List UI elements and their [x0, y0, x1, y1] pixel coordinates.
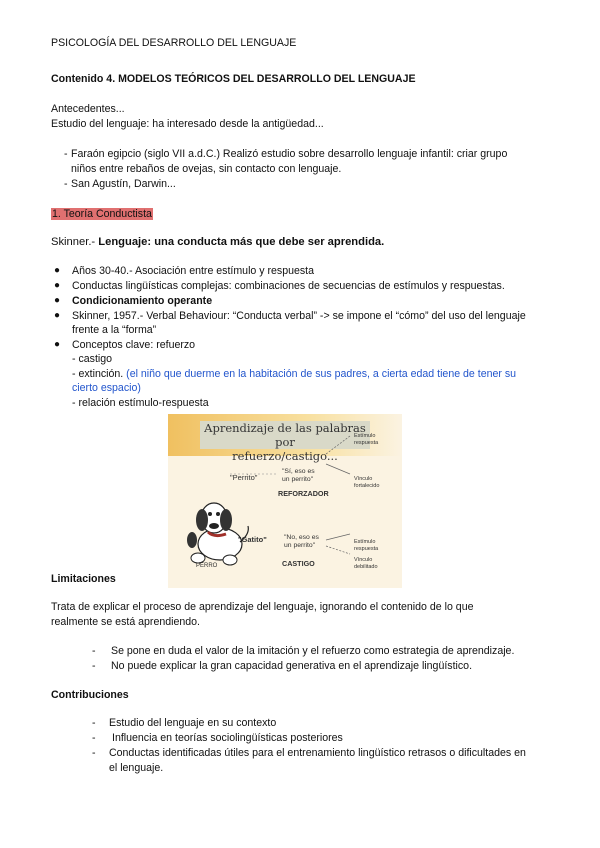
link-label: Vínculo — [354, 476, 373, 482]
list-item: niños entre rebaños de ovejas, sin contacto con lenguaje. — [71, 163, 342, 175]
contributions-heading: Contribuciones — [51, 689, 129, 701]
list-item: Estudio del lenguaje en su contexto — [109, 717, 277, 729]
antecedentes-intro: Estudio del lenguaje: ha interesado desde la antigüedad... — [51, 118, 324, 130]
list-item: Conductas lingüísticas complejas: combinaciones de secuencias de estímulos y respuestas. — [72, 280, 505, 292]
list-item: Faraón egipcio (siglo VII a.d.C.) Realizó estudio sobre desarrollo lenguaje infantil: criar grupo — [71, 148, 508, 160]
list-item: Se pone en duda el valor de la imitación y el refuerzo como estrategia de aprendizaje. — [111, 645, 515, 657]
list-item: frente a la “forma” — [72, 324, 157, 336]
skinner-line — [51, 236, 384, 248]
bullet-icon: ● — [54, 310, 61, 321]
dash: - — [64, 148, 68, 160]
sub-item — [72, 368, 516, 380]
dash: - — [64, 178, 68, 190]
list-item: San Agustín, Darwin... — [71, 178, 176, 190]
stimulus-label: Estímulo — [354, 539, 376, 545]
link-label: Vínculo — [354, 557, 373, 563]
antecedentes-heading: Antecedentes... — [51, 103, 125, 115]
limitations-text: realmente se está aprendiendo. — [51, 616, 201, 628]
list-item: Skinner, 1957.- Verbal Behaviour: “Conducta verbal” -> se impone el “cómo” del uso del lenguaje — [72, 310, 526, 322]
punishment-phrase: un perrito" — [284, 542, 316, 549]
reinforcer-label: REFORZADOR — [278, 489, 329, 498]
dash: - — [92, 660, 96, 672]
list-item: el lenguaje. — [109, 762, 164, 774]
figure-title-line: Aprendizaje de las palabras por — [200, 421, 370, 449]
punishment-label: CASTIGO — [282, 559, 315, 568]
example-note: cierto espacio) — [72, 382, 141, 394]
section-title: Contenido 4. MODELOS TEÓRICOS DEL DESARROLLO DEL LENGUAJE — [51, 73, 416, 85]
list-item: Influencia en teorías sociolingüísticas posteriores — [112, 732, 343, 744]
list-item: Conceptos clave: refuerzo — [72, 339, 196, 351]
dash: - — [92, 747, 96, 759]
punishment-phrase: "No, eso es — [284, 534, 319, 541]
dash: - — [92, 717, 96, 729]
stimulus-label: Estímulo — [354, 433, 376, 439]
list-item: No puede explicar la gran capacidad generativa en el aprendizaje lingüístico. — [111, 660, 473, 672]
bullet-icon: ● — [54, 295, 61, 306]
link-state: debilitado — [354, 564, 378, 570]
sub-item: - castigo — [72, 353, 113, 365]
sub-item-label: - extinción. — [72, 368, 127, 380]
response-label: respuesta — [354, 440, 379, 446]
course-title: PSICOLOGÍA DEL DESARROLLO DEL LENGUAJE — [51, 37, 297, 49]
bullet-icon: ● — [54, 339, 61, 350]
conditioning-figure — [168, 414, 402, 588]
dog-icon — [187, 503, 248, 565]
bullet-icon: ● — [54, 265, 61, 276]
skinner-thesis: Lenguaje: una conducta más que debe ser aprendida. — [98, 236, 385, 248]
list-item: Años 30-40.- Asociación entre estímulo y respuesta — [72, 265, 315, 277]
bullet-icon: ● — [54, 280, 61, 291]
limitations-heading: Limitaciones — [51, 573, 116, 585]
word-label: "Perrito" — [230, 473, 258, 482]
list-item: Conductas identificadas útiles para el entrenamiento lingüístico retrasos o dificultades en — [109, 747, 526, 759]
response-label: respuesta — [354, 546, 379, 552]
reinforcer-phrase: "Sí, eso es — [282, 468, 315, 475]
word-label: "Gatito" — [238, 535, 267, 544]
skinner-prefix: Skinner.- — [51, 236, 99, 248]
link-state: fortalecido — [354, 483, 380, 489]
dog-caption: PERRO — [196, 563, 218, 569]
dash: - — [92, 645, 96, 657]
limitations-text: Trata de explicar el proceso de aprendizaje del lenguaje, ignorando el contenido de lo que — [51, 601, 474, 613]
list-item: Condicionamiento operante — [72, 295, 213, 307]
reinforcer-phrase: un perrito" — [282, 476, 314, 483]
sub-item: - relación estímulo-respuesta — [72, 397, 209, 409]
figure-title-line: refuerzo/castigo... — [232, 449, 338, 463]
theory-heading: 1. Teoría Conductista — [52, 208, 152, 220]
example-note: (el niño que duerme en la habitación de sus padres, a cierta edad tiene de tener su — [126, 368, 517, 380]
dash: - — [92, 732, 96, 744]
